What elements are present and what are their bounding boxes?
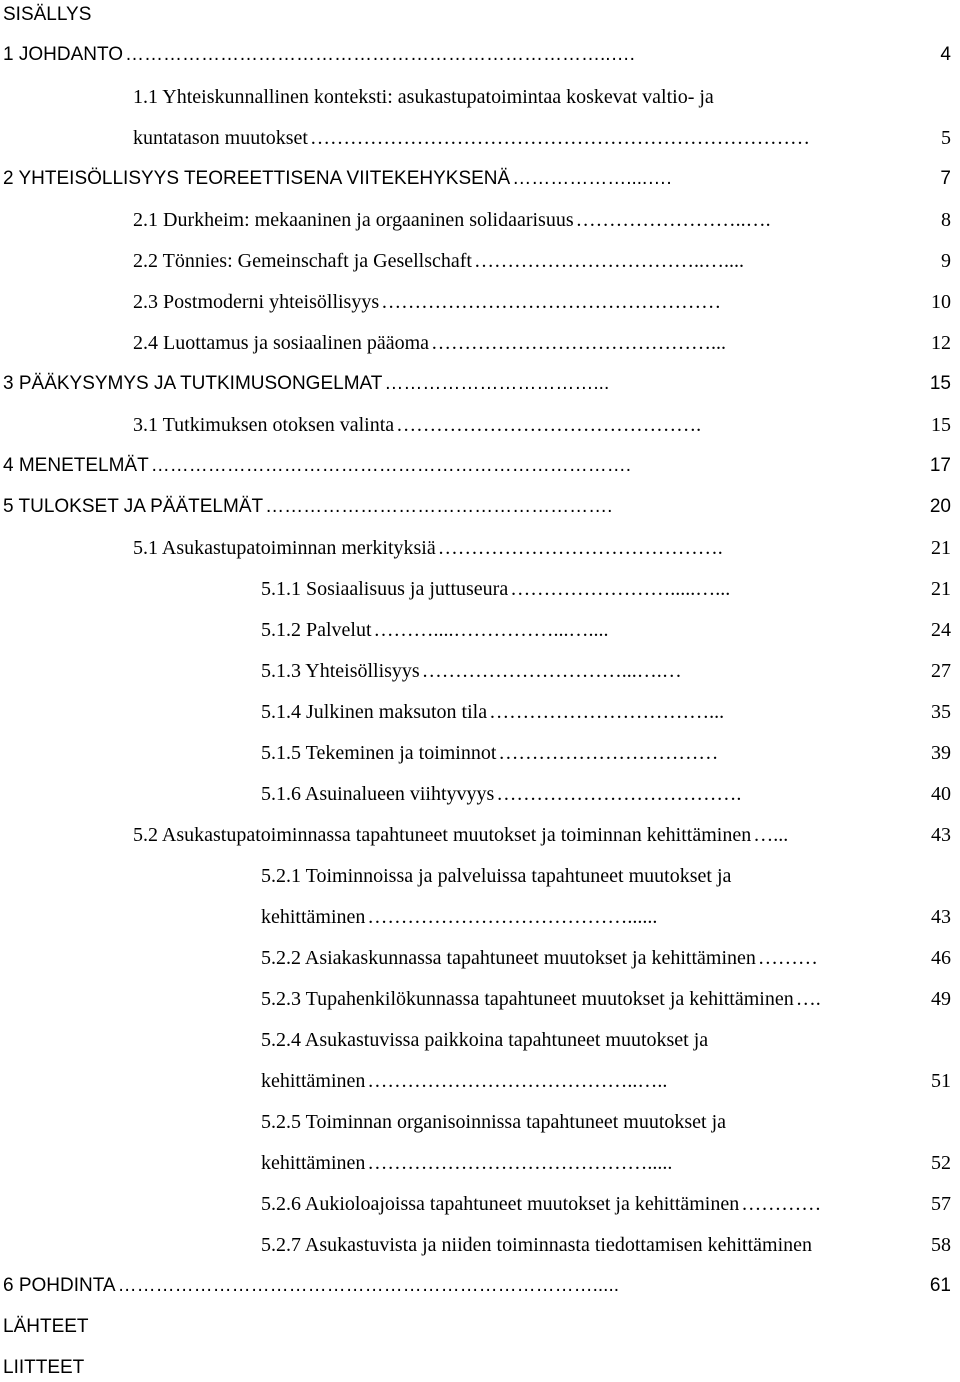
toc-entry-page: 9 [941,250,951,272]
toc-entry-leader: ………………....…. [512,168,672,189]
toc-entry-page: 27 [931,660,951,682]
toc-entry-label: 5.2.7 Asukastuvista ja niiden toiminnasta tiedottamisen kehittäminen [261,1234,813,1256]
toc-entry[interactable] [261,616,951,644]
toc-entry-leader: ……… [757,947,818,969]
toc-entry-page: 4 [940,44,951,65]
toc-entry-label: 3 PÄÄKYSYMYS JA TUTKIMUSONGELMAT [3,373,383,394]
toc-entry-leader: …………………………………………… [381,291,722,313]
toc-entry-label[interactable]: LIITTEET [3,1357,85,1378]
toc-entry-leader: …... [753,824,789,846]
toc-entry-page: 7 [940,168,951,189]
toc-entry-page: 52 [931,1152,951,1174]
toc-entry[interactable] [261,698,951,726]
toc-entry-leader: ……………………………………..... [367,1152,673,1174]
toc-entry-label[interactable]: 5.2.1 Toiminnoissa ja palveluissa tapahtuneet muutokset ja [261,865,732,887]
toc-entry-label: 6 POHDINTA [3,1275,116,1296]
toc-entry-page: 49 [931,988,951,1010]
toc-entry-leader: ………………………………………………. [265,496,613,517]
toc-entry-page: 57 [931,1193,951,1215]
toc-entry-label: 5.1.1 Sosiaalisuus ja juttuseura [261,578,509,600]
toc-entry-leader: …………………………………...... [367,906,658,928]
toc-entry-leader: ………………………………………. [396,414,702,436]
toc-entry-label: 2.4 Luottamus ja sosiaalinen pääoma [133,332,430,354]
toc-entry[interactable] [133,411,951,439]
toc-entry-label: 5.1.5 Tekeminen ja toiminnot [261,742,497,764]
toc-entry-leader: …………………………………………………………………..... [117,1275,620,1296]
toc-entry[interactable] [133,124,951,152]
toc-entry-page: 46 [931,947,951,969]
toc-entry-page: 61 [929,1275,951,1296]
toc-entry-page: 58 [931,1234,951,1256]
toc-entry-label: kuntatason muutokset [133,127,308,149]
toc-entry[interactable] [3,452,951,480]
toc-entry-page: 15 [929,373,951,394]
toc-entry[interactable] [261,1231,951,1259]
toc-entry-page: 10 [931,291,951,313]
toc-entry-label: 2.2 Tönnies: Gemeinschaft ja Gesellschaft [133,250,472,272]
toc-entry-label: 5.1.6 Asuinalueen viihtyvyys [261,783,495,805]
toc-entry[interactable] [3,41,951,69]
toc-entry-label: 5.1.3 Yhteisöllisyys [261,660,420,682]
toc-entry-label: 2.1 Durkheim: mekaaninen ja orgaaninen solidaarisuus [133,209,574,231]
toc-entry-leader: ……………………………... [489,701,725,723]
toc-entry-page: 21 [931,578,951,600]
toc-entry-label: 3.1 Tutkimuksen otoksen valinta [133,414,395,436]
toc-entry[interactable] [133,288,951,316]
toc-entry-leader: ……………………..…. [575,209,771,231]
toc-entry[interactable] [261,985,951,1013]
toc-entry-label[interactable]: 1.1 Yhteiskunnallinen konteksti: asukastupatoimintaa koskevat valtio- ja [133,86,714,108]
toc-entry-label: 5.2 Asukastupatoiminnassa tapahtuneet muutokset ja toiminnan kehittäminen [133,824,752,846]
toc-entry-leader: ……………………………..….... [473,250,744,272]
toc-entry-label[interactable]: LÄHTEET [3,1316,89,1337]
toc-entry-label: kehittäminen [261,1070,366,1092]
toc-entry[interactable] [261,944,951,972]
toc-entry[interactable] [3,165,951,193]
toc-entry-leader: ………………………………. [496,783,742,805]
toc-heading: SISÄLLYS [3,4,92,25]
toc-entry-page: 51 [931,1070,951,1092]
toc-entry-label: kehittäminen [261,906,366,928]
toc-entry[interactable] [133,247,951,275]
toc-entry[interactable] [261,1149,951,1177]
toc-entry-label: 5.1 Asukastupatoiminnan merkityksiä [133,537,436,559]
toc-entry-page: 43 [931,906,951,928]
toc-entry[interactable] [133,821,951,849]
toc-entry-label: 4 MENETELMÄT [3,455,149,476]
toc-entry-label: kehittäminen [261,1152,366,1174]
toc-entry[interactable] [261,780,951,808]
toc-entry-label[interactable]: 5.2.4 Asukastuvissa paikkoina tapahtuneet muutokset ja [261,1029,709,1051]
toc-entry-page: 24 [931,619,951,641]
toc-entry-label: 5 TULOKSET JA PÄÄTELMÄT [3,496,264,517]
toc-entry-leader: …………………………………………………………………..…. [125,44,635,65]
toc-entry-leader: ……………………………………... [431,332,727,354]
toc-entry-page: 12 [931,332,951,354]
toc-entry-leader: …………………………… [498,742,719,764]
toc-entry[interactable] [3,370,951,398]
toc-entry-leader: …………………………………..….. [367,1070,668,1092]
toc-entry[interactable] [133,206,951,234]
toc-entry[interactable] [261,1190,951,1218]
toc-entry-page: 43 [931,824,951,846]
toc-entry-leader: ………………………………………………………………… [309,127,810,149]
toc-entry-label: 5.1.2 Palvelut [261,619,372,641]
toc-entry-page: 39 [931,742,951,764]
toc-entry-page: 21 [931,537,951,559]
toc-entry[interactable] [261,1067,951,1095]
toc-entry-leader: ………....……………...….... [373,619,609,641]
toc-entry[interactable] [133,534,951,562]
toc-entry[interactable] [261,739,951,767]
toc-entry-label: 1 JOHDANTO [3,44,124,65]
toc-entry-label: 5.2.3 Tupahenkilökunnassa tapahtuneet muutokset ja kehittäminen [261,988,794,1010]
toc-entry[interactable] [133,329,951,357]
toc-entry-label: 5.2.2 Asiakaskunnassa tapahtuneet muutokset ja kehittäminen [261,947,756,969]
toc-entry-page: 15 [931,414,951,436]
toc-entry-page: 20 [929,496,951,517]
toc-entry-leader: …………………………...….… [421,660,682,682]
toc-entry-page: 40 [931,783,951,805]
toc-entry-label[interactable]: 5.2.5 Toiminnan organisoinnissa tapahtuneet muutokset ja [261,1111,727,1133]
toc-entry-label: 2.3 Postmoderni yhteisöllisyys [133,291,380,313]
toc-entry-leader: …. [795,988,821,1010]
toc-entry[interactable] [3,493,951,521]
toc-entry[interactable] [261,657,951,685]
toc-entry[interactable] [3,1272,951,1300]
toc-entry-leader: …………………………………………………………………. [150,455,631,476]
toc-entry-label: 2 YHTEISÖLLISYYS TEOREETTISENA VIITEKEHYKSENÄ [3,168,511,189]
toc-entry-page: 35 [931,701,951,723]
toc-entry-leader: …………………….....…... [510,578,731,600]
toc-entry-page: 8 [941,209,951,231]
toc-entry-label: 5.2.6 Aukioloajoissa tapahtuneet muutokset ja kehittäminen [261,1193,740,1215]
toc-entry-leader: ………… [741,1193,822,1215]
toc-entry-leader: ……………………………... [384,373,610,394]
toc-entry[interactable] [261,575,951,603]
toc-entry-page: 17 [929,455,951,476]
toc-entry[interactable] [261,903,951,931]
toc-entry-leader: ……………………………………. [437,537,723,559]
toc-entry-label: 5.1.4 Julkinen maksuton tila [261,701,488,723]
toc-entry-page: 5 [941,127,951,149]
